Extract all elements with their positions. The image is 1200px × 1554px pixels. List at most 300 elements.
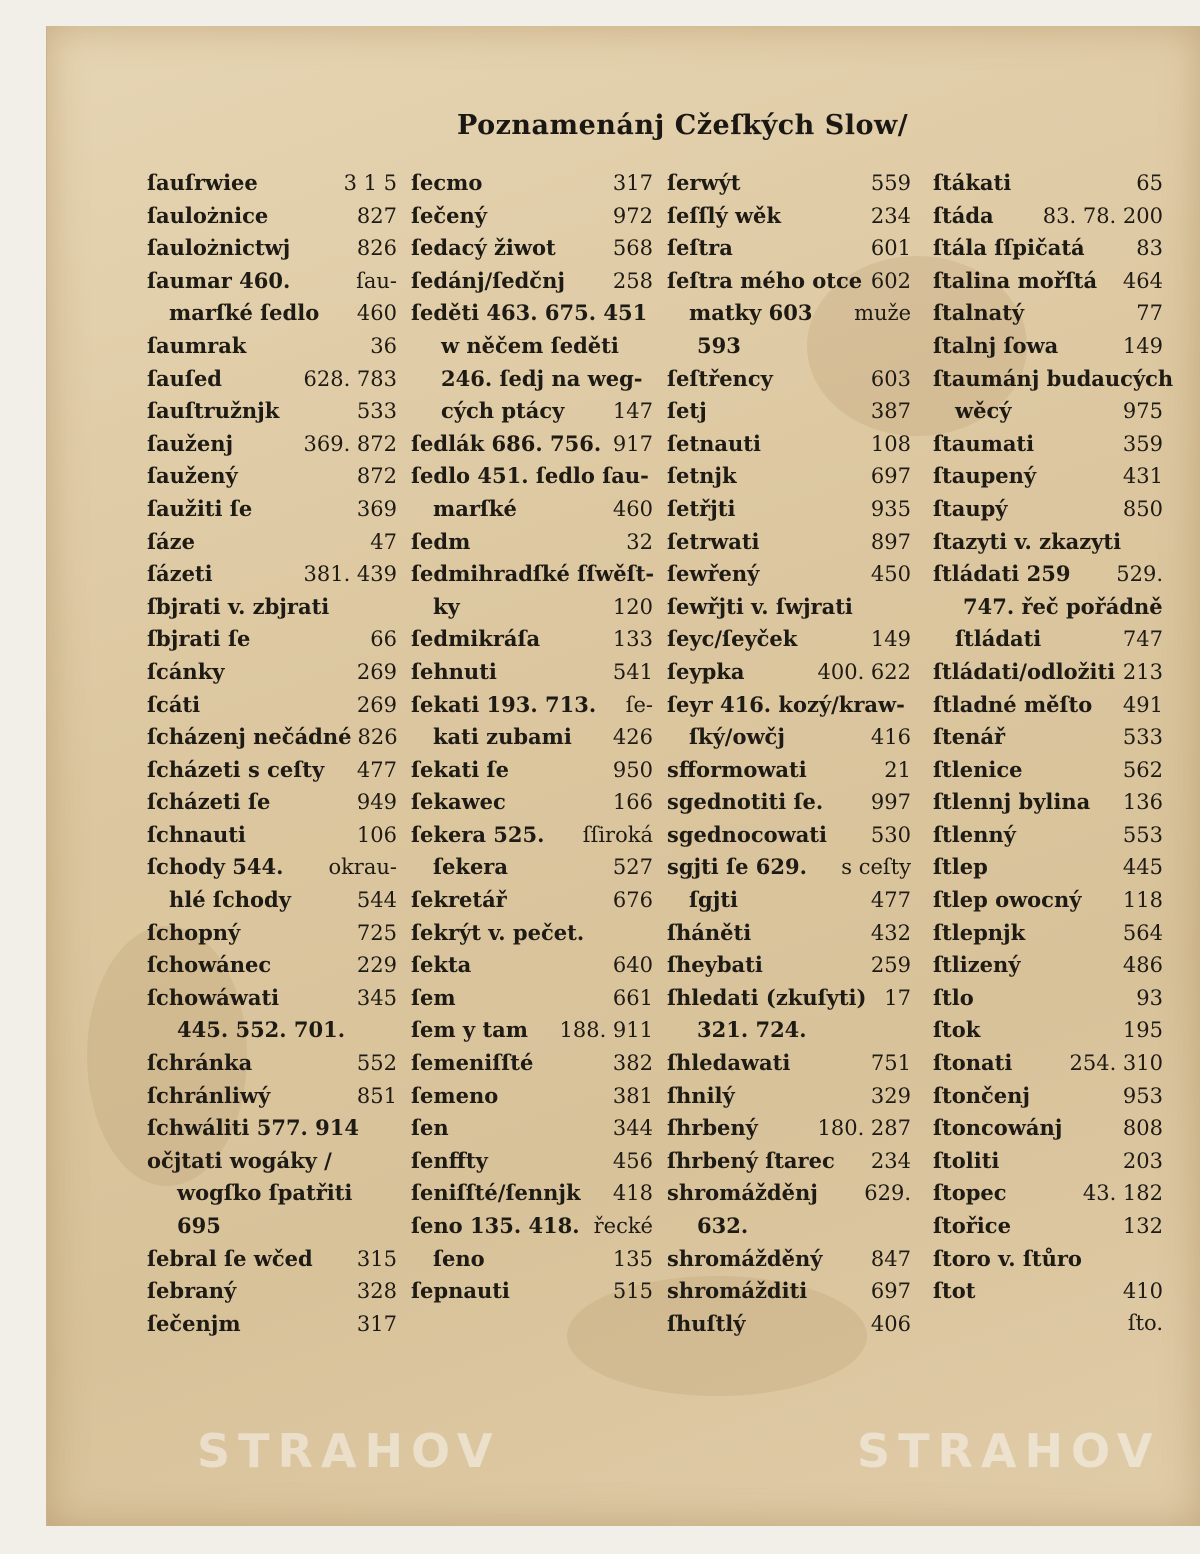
entry-word: ſtalnatý	[933, 300, 1025, 326]
entry-page-number: 17	[884, 985, 911, 1010]
entry-word: ſtaupený	[933, 463, 1037, 489]
index-entry	[411, 529, 653, 562]
entry-page-number: 676	[612, 888, 653, 913]
index-entry	[667, 952, 911, 985]
entry-page-number: 106	[356, 822, 397, 847]
entry-word: ſtála ſſpičatá	[933, 235, 1085, 261]
entry-page-number: 317	[356, 1311, 397, 1336]
entry-page-number: 850	[1122, 496, 1163, 521]
entry-word: hlé ſchody	[169, 887, 291, 913]
index-entry	[667, 757, 911, 790]
entry-page-number: 188. 911	[559, 1018, 653, 1043]
entry-page-number: 47	[370, 529, 397, 554]
entry-page-number: 603	[870, 366, 911, 391]
index-entry	[933, 268, 1163, 301]
entry-page-number: 369	[356, 496, 397, 521]
entry-page-number: 234	[870, 203, 911, 228]
entry-word: ſtlenný	[933, 821, 1016, 847]
index-entry	[933, 203, 1163, 236]
entry-page-number: 477	[356, 757, 397, 782]
entry-page-number: 602	[870, 268, 911, 293]
index-entry	[933, 1311, 1163, 1344]
index-entry	[667, 496, 911, 529]
entry-page-number: 203	[1122, 1148, 1163, 1173]
index-entry	[667, 692, 911, 725]
entry-page-number: 147	[612, 399, 653, 424]
index-entry	[147, 626, 397, 659]
entry-word: ſekati 193. 713.	[411, 691, 597, 717]
index-entry	[147, 431, 397, 464]
index-entry	[933, 1050, 1163, 1083]
index-entry	[933, 626, 1163, 659]
entry-page-number: 166	[612, 790, 653, 815]
index-column-2	[411, 170, 653, 1311]
entry-page-number: 445	[1122, 855, 1163, 880]
index-entry	[411, 463, 653, 496]
entry-page-number: 132	[1122, 1214, 1163, 1238]
entry-word: ſheybati	[667, 952, 763, 978]
entry-word: ſedlo 451. ſedlo ſau-	[411, 463, 649, 489]
entry-page-number: 315	[356, 1246, 397, 1271]
index-entry	[411, 398, 653, 431]
entry-word: ſtalnj ſowa	[933, 332, 1059, 358]
entry-word: ſtazyti v. zkazyti	[933, 528, 1122, 554]
index-entry	[933, 692, 1163, 725]
entry-page-number: 450	[870, 562, 911, 587]
entry-word: ſaužiti ſe	[147, 495, 253, 521]
index-entry	[147, 496, 397, 529]
index-entry	[411, 724, 653, 757]
entry-word: ſchody 544.	[147, 854, 284, 880]
entry-page-number: 897	[870, 529, 911, 554]
entry-page-number: s ceſty	[841, 855, 911, 880]
entry-word: ſetrwati	[667, 528, 760, 554]
watermark-right: STRAHOV	[857, 1424, 1161, 1478]
index-entry	[147, 561, 397, 594]
entry-word: ſemeniſſté	[411, 1050, 534, 1076]
entry-page-number: 533	[1122, 725, 1163, 750]
entry-page-number: 972	[612, 203, 653, 228]
entry-word: ſtladné měſto	[933, 691, 1093, 717]
entry-page-number: 77	[1136, 301, 1163, 326]
entry-page-number: 640	[612, 953, 653, 978]
index-entry	[667, 789, 911, 822]
index-entry	[667, 854, 911, 887]
entry-word: kati zubami	[433, 724, 572, 750]
index-entry	[411, 333, 653, 366]
index-entry	[147, 757, 397, 790]
index-entry	[147, 1050, 397, 1083]
entry-page-number: okrau-	[328, 855, 397, 880]
index-entry	[147, 333, 397, 366]
index-entry	[933, 659, 1163, 692]
index-entry	[667, 724, 911, 757]
entry-page-number: 697	[870, 1279, 911, 1304]
entry-page-number: 464	[1122, 268, 1163, 293]
index-entry	[933, 887, 1163, 920]
entry-page-number: 66	[370, 627, 397, 652]
entry-page-number: 975	[1122, 399, 1163, 424]
index-entry	[147, 1246, 397, 1279]
entry-word: ſeděti 463. 675. 451	[411, 300, 648, 326]
index-entry	[933, 333, 1163, 366]
entry-word: ſeno 135. 418.	[411, 1213, 580, 1238]
index-entry	[147, 1115, 397, 1148]
index-entry	[147, 594, 397, 627]
index-entry	[667, 268, 911, 301]
index-entry	[933, 235, 1163, 268]
entry-word: ſepnauti	[411, 1278, 510, 1304]
index-entry	[667, 170, 911, 203]
index-entry	[933, 985, 1163, 1018]
index-entry	[411, 1017, 653, 1050]
index-entry	[411, 1213, 653, 1246]
entry-word: ſeſtřency	[667, 365, 773, 391]
entry-word: ſázeti	[147, 561, 213, 587]
entry-page-number: 629.	[864, 1181, 911, 1206]
entry-word: ſtlizený	[933, 952, 1021, 978]
index-entry	[933, 789, 1163, 822]
entry-page-number: 432	[870, 920, 911, 945]
index-entry	[667, 1083, 911, 1116]
index-entry	[933, 365, 1174, 399]
index-entry	[411, 692, 653, 725]
entry-page-number: 36	[370, 333, 397, 358]
entry-word: 246. ſedj na weg-	[441, 365, 643, 391]
entry-page-number: 529.	[1116, 562, 1163, 587]
entry-page-number: 851	[356, 1083, 397, 1108]
entry-word: ſtákati	[933, 170, 1012, 195]
entry-word: ſgjti	[689, 887, 738, 913]
entry-word: ſedánj/ſedčnj	[411, 267, 565, 293]
index-entry	[411, 431, 653, 464]
page-title: Poznamenánj Cžeſkých Slow/	[457, 110, 909, 141]
entry-word: ſeyr 416. kozý/kraw-	[667, 691, 905, 717]
entry-page-number: 751	[870, 1051, 911, 1076]
index-entry	[933, 1213, 1163, 1246]
entry-word: ſebral ſe wčed	[147, 1245, 313, 1271]
index-entry	[411, 496, 653, 529]
entry-word: ſcházeti ſe	[147, 789, 271, 815]
entry-word: ſtot	[933, 1278, 976, 1304]
index-entry	[411, 887, 653, 920]
entry-page-number: 65	[1136, 171, 1163, 195]
index-entry	[667, 529, 911, 562]
index-entry	[147, 789, 397, 822]
index-entry	[411, 1148, 653, 1181]
entry-page-number: 329	[870, 1083, 911, 1108]
index-entry	[411, 626, 653, 659]
entry-page-number: 460	[612, 496, 653, 521]
entry-page-number: 552	[356, 1051, 397, 1076]
entry-word: ſedm	[411, 528, 471, 554]
entry-page-number: 530	[870, 822, 911, 847]
entry-page-number: 3 1 5	[343, 171, 397, 195]
entry-word: ſtaumánj budaucých	[933, 365, 1174, 391]
index-entry	[933, 1180, 1163, 1213]
entry-page-number: 628. 783	[303, 366, 397, 391]
entry-page-number: 382	[612, 1051, 653, 1076]
index-entry	[147, 398, 397, 431]
entry-word: w něčem ſeděti	[441, 332, 619, 358]
entry-page-number: 93	[1136, 985, 1163, 1010]
entry-word: ſewřjti v. ſwjrati	[667, 593, 853, 619]
index-entry	[667, 887, 911, 920]
entry-page-number: 553	[1122, 822, 1163, 847]
entry-page-number: 108	[870, 431, 911, 456]
entry-page-number: 477	[870, 888, 911, 913]
entry-page-number: ſſiroká	[582, 822, 653, 847]
index-entry	[147, 203, 397, 236]
entry-page-number: ſau-	[356, 268, 397, 293]
entry-page-number: 410	[1122, 1279, 1163, 1304]
entry-word: matky 603	[689, 300, 813, 326]
entry-word: ſtaumati	[933, 430, 1035, 456]
entry-word: marſké	[433, 495, 517, 521]
entry-word: ſchnauti	[147, 821, 246, 847]
index-entry	[933, 463, 1163, 496]
entry-word: ky	[433, 593, 460, 619]
entry-word: ſtlo	[933, 984, 974, 1010]
entry-word: ſhrbený ſtarec	[667, 1147, 835, 1173]
entry-page-number: 120	[612, 594, 653, 619]
entry-word: ſaulożnictwj	[147, 235, 291, 261]
entry-word: sgednocowati	[667, 821, 827, 847]
entry-word: ſeyc/ſeyček	[667, 626, 798, 652]
entry-page-number: muže	[854, 301, 911, 326]
index-entry	[667, 1180, 911, 1213]
entry-page-number: 418	[612, 1181, 653, 1206]
book-page	[46, 26, 1200, 1526]
entry-word: 695	[177, 1213, 221, 1238]
index-entry	[667, 1017, 911, 1050]
entry-word: ſbjrati v. zbjrati	[147, 593, 330, 619]
entry-word: ſhuſtlý	[667, 1310, 746, 1336]
entry-page-number: řecké	[593, 1214, 653, 1238]
entry-word: ſenffty	[411, 1147, 488, 1173]
index-entry	[147, 1180, 397, 1213]
entry-word: ſetj	[667, 398, 707, 424]
index-entry	[667, 626, 911, 659]
entry-page-number: 544	[356, 888, 397, 913]
index-entry	[147, 822, 397, 855]
entry-word: ſhledati (zkuſyti)	[667, 984, 867, 1010]
entry-word: ſháněti	[667, 919, 752, 945]
index-entry	[147, 659, 397, 692]
entry-page-number: 826	[356, 236, 397, 261]
index-entry	[147, 1148, 397, 1181]
index-entry	[411, 594, 653, 627]
index-entry	[411, 366, 653, 399]
index-column-3	[667, 170, 911, 1343]
index-entry	[933, 1083, 1163, 1116]
index-entry	[933, 1115, 1163, 1148]
entry-word: wogſko ſpatřiti	[177, 1180, 353, 1206]
index-entry	[933, 822, 1163, 855]
entry-page-number: 917	[612, 431, 653, 456]
entry-page-number: 317	[612, 171, 653, 195]
entry-word: ſauſtružnjk	[147, 398, 280, 424]
entry-word: shromážditi	[667, 1278, 808, 1304]
entry-word: ſtoncowánj	[933, 1115, 1063, 1141]
index-entry	[411, 1180, 653, 1213]
index-entry	[933, 724, 1163, 757]
entry-page-number: 43. 182	[1082, 1181, 1163, 1206]
entry-word: ſaužený	[147, 463, 238, 489]
entry-word: ſtoro v. ſtůro	[933, 1245, 1082, 1271]
entry-page-number: 118	[1122, 888, 1163, 913]
entry-word: cých ptácy	[441, 398, 565, 424]
entry-word: ſedmikráſa	[411, 626, 541, 652]
index-entry	[667, 398, 911, 431]
entry-word: ſtlep owocný	[933, 887, 1082, 913]
entry-word: ſetřjti	[667, 495, 736, 521]
entry-word: ſtlep	[933, 854, 988, 880]
entry-word: ſtlennj bylina	[933, 789, 1091, 815]
index-entry	[411, 170, 653, 203]
entry-word: ſtládati 259	[933, 561, 1071, 587]
entry-page-number: 180. 287	[817, 1116, 911, 1141]
entry-page-number: 416	[870, 725, 911, 750]
entry-word: ſečenjm	[147, 1310, 241, 1336]
entry-page-number: 953	[1122, 1083, 1163, 1108]
entry-page-number: 83. 78. 200	[1042, 203, 1163, 228]
entry-page-number: 426	[612, 725, 653, 750]
index-entry	[147, 985, 397, 1018]
entry-word: ſauſrwiee	[147, 170, 258, 195]
entry-page-number: 259	[870, 953, 911, 978]
entry-word: ſcáti	[147, 691, 201, 717]
index-entry	[933, 431, 1163, 464]
entry-word: ſeſſlý wěk	[667, 202, 781, 228]
entry-word: ſečený	[411, 202, 488, 228]
index-entry	[667, 366, 911, 399]
entry-page-number: 568	[612, 236, 653, 261]
index-entry	[147, 300, 397, 333]
index-entry	[933, 300, 1163, 333]
index-entry	[667, 235, 911, 268]
watermark-left: STRAHOV	[197, 1424, 501, 1478]
index-entry	[147, 463, 397, 496]
index-entry	[147, 235, 397, 268]
entry-word: ſeypka	[667, 658, 745, 684]
index-entry	[667, 431, 911, 464]
entry-word: ſtaupý	[933, 495, 1008, 521]
entry-page-number: 149	[1122, 333, 1163, 358]
index-entry	[147, 1213, 397, 1246]
entry-word: 632.	[697, 1213, 749, 1238]
entry-word: ſchránka	[147, 1050, 253, 1076]
entry-word: 445. 552. 701.	[177, 1017, 346, 1043]
index-entry	[933, 1148, 1163, 1181]
entry-word: ſem	[411, 984, 456, 1010]
entry-page-number: 950	[612, 757, 653, 782]
entry-page-number: 83	[1136, 236, 1163, 261]
entry-page-number: 460	[356, 301, 397, 326]
entry-word: ſtončenj	[933, 1082, 1031, 1108]
entry-word: ſtopec	[933, 1180, 1007, 1206]
entry-word: ſaumar 460.	[147, 267, 291, 293]
index-entry	[933, 1246, 1163, 1279]
index-entry	[933, 757, 1163, 790]
index-entry	[411, 1278, 653, 1311]
index-entry	[667, 1246, 911, 1279]
entry-word: ſchowánec	[147, 952, 272, 978]
index-entry	[411, 561, 653, 594]
entry-word: ſtoliti	[933, 1147, 1000, 1173]
index-column-4	[933, 170, 1174, 1343]
index-entry	[147, 692, 397, 725]
index-entry	[147, 1017, 397, 1050]
index-entry	[147, 887, 397, 920]
index-entry	[667, 594, 911, 627]
entry-word: ſeſtra	[667, 235, 733, 261]
index-entry	[933, 398, 1163, 431]
entry-page-number: 491	[1122, 692, 1163, 717]
index-entry	[411, 268, 653, 301]
index-entry	[667, 463, 911, 496]
index-entry	[147, 724, 397, 757]
entry-word: ſtořice	[933, 1213, 1011, 1238]
index-entry	[933, 561, 1163, 594]
entry-page-number: 697	[870, 464, 911, 489]
index-entry	[411, 822, 653, 855]
index-entry	[933, 594, 1163, 627]
index-entry	[411, 1083, 653, 1116]
entry-word: ſebraný	[147, 1278, 237, 1304]
entry-word: ſbjrati ſe	[147, 626, 251, 652]
entry-page-number: 400. 622	[817, 659, 911, 684]
index-entry	[933, 1017, 1163, 1050]
index-entry	[147, 854, 397, 887]
index-entry	[411, 952, 653, 985]
entry-page-number: ſe-	[625, 692, 653, 717]
index-entry	[147, 268, 397, 301]
entry-page-number: 456	[612, 1148, 653, 1173]
index-entry	[667, 1148, 911, 1181]
entry-word: ſedacý žiwot	[411, 235, 556, 261]
entry-word: ſtlenice	[933, 756, 1023, 782]
entry-page-number: 725	[356, 920, 397, 945]
entry-page-number: 328	[356, 1279, 397, 1304]
index-entry	[411, 235, 653, 268]
entry-page-number: 826	[357, 725, 398, 750]
entry-word: ſtok	[933, 1017, 981, 1043]
entry-page-number: 381	[612, 1083, 653, 1108]
entry-word: ſcházeti s ceſty	[147, 756, 325, 782]
index-entry	[411, 920, 653, 953]
entry-word: ſtládati/odložiti	[933, 658, 1116, 684]
index-entry	[933, 529, 1163, 562]
index-entry	[411, 854, 653, 887]
entry-word: ſetnauti	[667, 430, 761, 456]
entry-word: ſehnuti	[411, 658, 497, 684]
entry-word: ſaulożnice	[147, 202, 269, 228]
entry-word: ſcházenj nečádné	[147, 724, 352, 750]
entry-word: ſtládati	[955, 626, 1042, 652]
index-entry	[147, 529, 397, 562]
entry-page-number: 564	[1122, 920, 1163, 945]
entry-word: ſerwýt	[667, 170, 741, 195]
entry-word: 321. 724.	[697, 1017, 807, 1043]
entry-word: ſeniſſté/ſennjk	[411, 1180, 581, 1206]
entry-page-number: ſto.	[1127, 1310, 1163, 1335]
entry-page-number: 661	[612, 985, 653, 1010]
index-entry	[667, 1115, 911, 1148]
entry-word: ſekera	[433, 854, 508, 880]
entry-word: marſké ſedlo	[169, 300, 320, 326]
entry-page-number: 847	[870, 1246, 911, 1271]
